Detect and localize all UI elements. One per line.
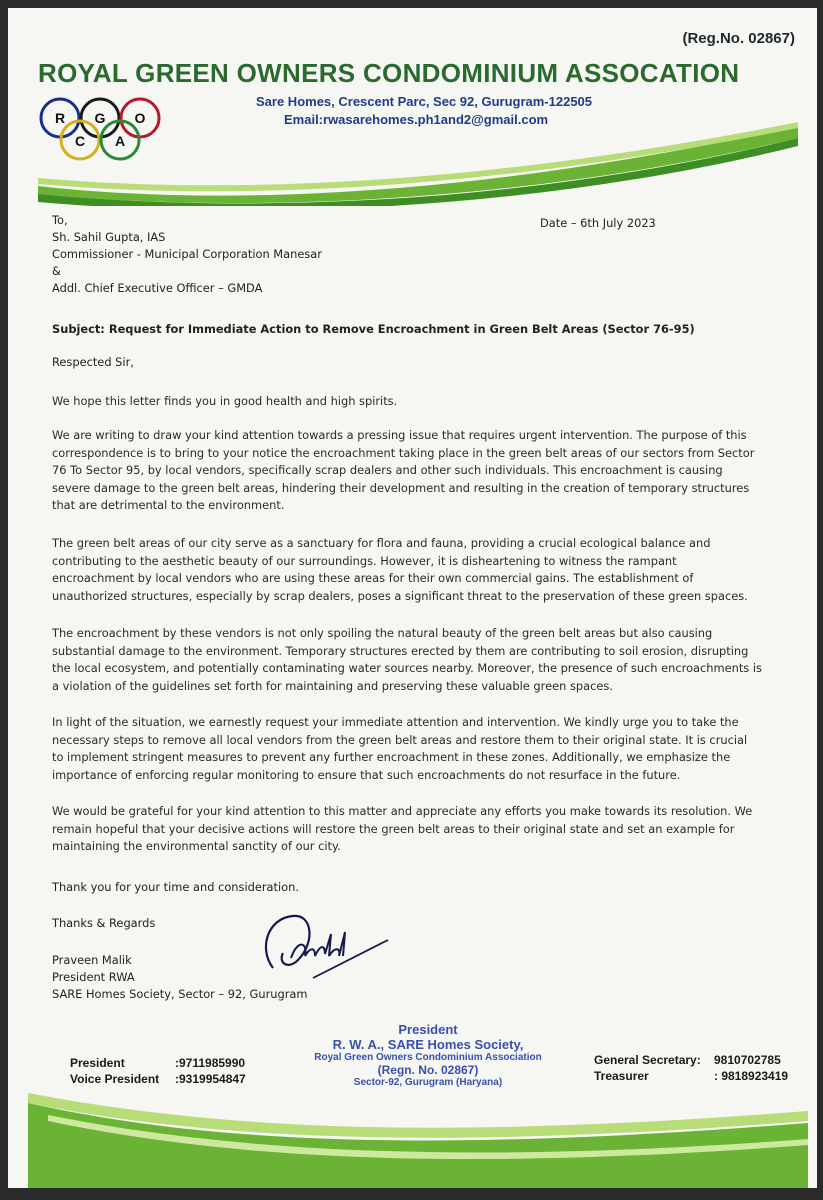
signatory-line: President RWA bbox=[52, 970, 135, 984]
logo-letter: O bbox=[134, 110, 146, 126]
letter-page bbox=[8, 8, 817, 1188]
contact-phone: : 9818923419 bbox=[714, 1069, 789, 1083]
recipient-line: To, bbox=[52, 213, 68, 227]
stamp-line: R. W. A., SARE Homes Society, bbox=[332, 1037, 524, 1052]
letter-date: Date – 6th July 2023 bbox=[540, 216, 656, 230]
contact-phone: :9319954847 bbox=[175, 1072, 246, 1086]
stamp-line: Sector-92, Gurugram (Haryana) bbox=[353, 1077, 503, 1088]
signatory-line: SARE Homes Society, Sector – 92, Gurugram bbox=[52, 987, 308, 1001]
organization-address: Sare Homes, Crescent Parc, Sec 92, Gurugram-122505 bbox=[256, 94, 593, 109]
closing-thanks: Thank you for your time and consideration. bbox=[52, 880, 299, 894]
body-paragraph: We are writing to draw your kind attention towards a pressing issue that requires urgent intervention. The purpose of this correspondence is to bring to your notice the encroachment taking place in the green belt areas of our sectors from Sector 76 To Sector 95, by local vendors, specifically scrap dealers and other such individuals. This encroachment is causing severe damage to the green belt areas, hindering their development and resulting in the creation of temporary structures that are detrimental to the environment. bbox=[52, 428, 755, 512]
registration-number: (Reg.No. 02867) bbox=[682, 30, 795, 47]
recipient-block bbox=[52, 212, 322, 297]
letter-subject: Subject: Request for Immediate Action to Remove Encroachment in Green Belt Areas (Sector 76-95) bbox=[52, 322, 695, 336]
body-paragraph: The encroachment by these vendors is not only spoiling the natural beauty of the green belt areas but also causing substantial damage to the environment. Temporary structures erected by them are contributing to soil erosion, disrupting the local ecosystem, and potentially contaminating water sources nearby. Moreover, the presence of such encroachments is a violation of the guidelines set forth for maintaining and preserving these valuable green spaces. bbox=[52, 626, 762, 693]
contact-label: Treasurer bbox=[594, 1069, 649, 1083]
rwa-president-stamp bbox=[308, 1022, 548, 1088]
recipient-line: Commissioner - Municipal Corporation Manesar bbox=[52, 247, 322, 261]
recipient-line: Sh. Sahil Gupta, IAS bbox=[52, 230, 166, 244]
body-paragraph: The green belt areas of our city serve as a sanctuary for flora and fauna, providing a crucial ecological balance and contributing to the aesthetic beauty of our surroundings. However, it is disheartening to witness the rampant encroachment by local vendors who are using these areas for their own commercial gains. The establishment of unauthorized structures, especially by scrap dealers, poses a significant threat to the preservation of these green spaces. bbox=[52, 536, 748, 603]
logo-letter: G bbox=[94, 110, 106, 126]
contact-phone: 9810702785 bbox=[714, 1053, 781, 1067]
header-green-swoosh bbox=[8, 116, 817, 206]
logo-letter: C bbox=[74, 133, 86, 149]
recipient-line: Addl. Chief Executive Officer – GMDA bbox=[52, 281, 263, 295]
signatory-line: Praveen Malik bbox=[52, 953, 132, 967]
stamp-line: (Regn. No. 02867) bbox=[377, 1063, 479, 1077]
footer-green-swoosh bbox=[8, 1083, 817, 1188]
contact-label: General Secretary: bbox=[594, 1053, 701, 1067]
organization-name: ROYAL GREEN OWNERS CONDOMINIUM ASSOCATION bbox=[38, 58, 740, 88]
body-paragraph: We would be grateful for your kind attention to this matter and appreciate any efforts you make towards its resolution. We remain hopeful that your decisive actions will restore the green belt areas to their original state and set an example for maintaining the environmental sanctity of our city. bbox=[52, 804, 753, 853]
logo-letter: A bbox=[114, 133, 126, 149]
contact-phone: :9711985990 bbox=[175, 1056, 246, 1070]
handwritten-signature-icon bbox=[253, 898, 393, 988]
contact-label: Voice President bbox=[70, 1072, 160, 1086]
stamp-line: President bbox=[398, 1022, 458, 1037]
organization-email: Email:rwasarehomes.ph1and2@gmail.com bbox=[284, 112, 549, 127]
body-paragraph: We hope this letter finds you in good health and high spirits. bbox=[52, 394, 398, 408]
salutation: Respected Sir, bbox=[52, 355, 134, 369]
body-paragraph: In light of the situation, we earnestly request your immediate attention and intervention. We kindly urge you to take the necessary steps to remove all local vendors from the green belt areas and restore them to their original state. It is crucial to implement stringent measures to prevent any further encroachment in these zones. Additionally, we emphasize the importance of enforcing regular monitoring to ensure that such encroachments do not resurface in the future. bbox=[52, 715, 748, 782]
footer-contacts-right bbox=[594, 1053, 788, 1085]
closing-regards: Thanks & Regards bbox=[52, 916, 156, 930]
logo-letter: R bbox=[54, 110, 66, 126]
contact-label: President bbox=[70, 1056, 125, 1070]
recipient-line: & bbox=[52, 264, 61, 278]
stamp-line: Royal Green Owners Condominium Association bbox=[314, 1052, 542, 1063]
